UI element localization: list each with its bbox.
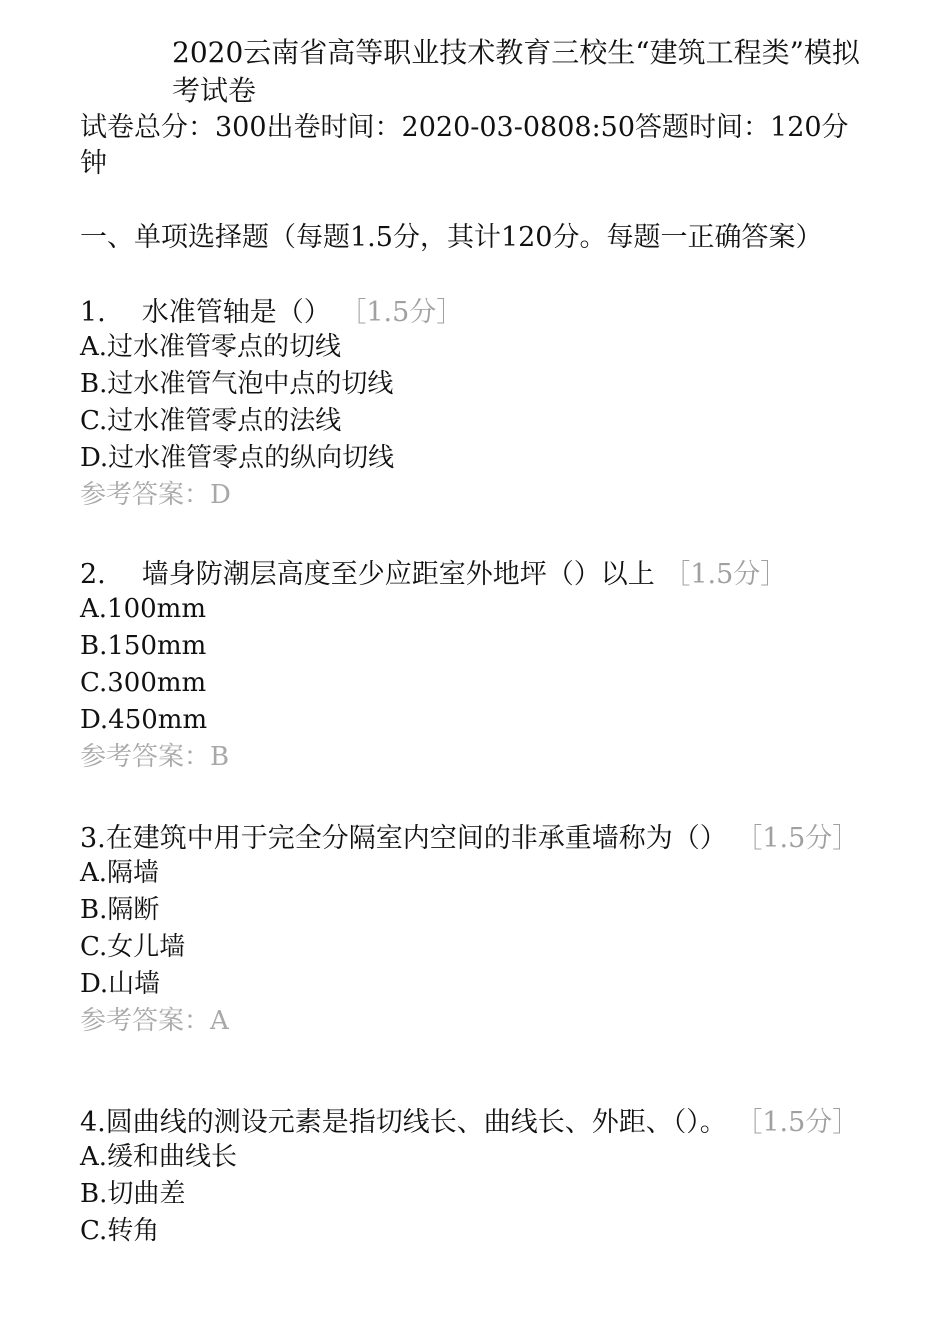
answer-label: 参考答案： (80, 742, 211, 772)
question-stem (80, 558, 870, 591)
option-c: C.女儿墙 (80, 932, 186, 962)
exam-title: 2020云南省高等职业技术教育三校生“建筑工程类”模拟考试卷 (172, 36, 860, 107)
section-heading: 一、单项选择题（每题1.5分，其计120分。每题一正确答案） (80, 222, 823, 253)
question-number: 3. (80, 823, 106, 854)
option-d: D.山墙 (80, 969, 161, 999)
option-b: B.切曲差 (80, 1179, 186, 1209)
option-b: B.过水准管气泡中点的切线 (80, 369, 394, 399)
option-a: A.隔墙 (80, 858, 160, 888)
question-number: 1. (80, 297, 106, 328)
question-number: 4. (80, 1107, 106, 1138)
question-stem (80, 822, 870, 855)
reference-answer (80, 1003, 870, 1039)
question-2 (80, 558, 870, 775)
question-points: ［1.5分］ (735, 1107, 860, 1138)
option-b: B.150mm (80, 631, 207, 661)
option-a: A.过水准管零点的切线 (80, 332, 342, 362)
question-number: 2. (80, 559, 106, 590)
question-points: ［1.5分］ (663, 559, 788, 590)
question-text: 圆曲线的测设元素是指切线长、曲线长、外距、（）。 (105, 1107, 727, 1138)
answer-label: 参考答案： (80, 1006, 211, 1036)
answer-value: A (210, 1006, 229, 1036)
question-text: 在建筑中用于完全分隔室内空间的非承重墙称为（） (105, 823, 727, 854)
answer-label: 参考答案： (80, 480, 211, 510)
option-d: D.450mm (80, 705, 208, 735)
question-points: ［1.5分］ (339, 297, 464, 328)
answer-value: B (210, 742, 230, 772)
question-1 (80, 296, 870, 513)
option-a: A.100mm (80, 594, 206, 624)
option-b: B.隔断 (80, 895, 160, 925)
question-stem (80, 1106, 870, 1139)
reference-answer (80, 477, 870, 513)
reference-answer (80, 739, 870, 775)
question-text: 墙身防潮层高度至少应距室外地坪（）以上 (141, 559, 655, 590)
answer-value: D (210, 480, 231, 510)
question-4 (80, 1106, 870, 1250)
question-text: 水准管轴是（） (141, 297, 331, 328)
option-a: A.缓和曲线长 (80, 1142, 238, 1172)
option-c: C.过水准管零点的法线 (80, 406, 342, 436)
question-3 (80, 822, 870, 1039)
question-points: ［1.5分］ (735, 823, 860, 854)
option-d: D.过水准管零点的纵向切线 (80, 443, 395, 473)
question-stem (80, 296, 870, 329)
option-c: C.300mm (80, 668, 207, 698)
option-c: C.转角 (80, 1216, 160, 1246)
exam-meta: 试卷总分：300出卷时间：2020-03-0808:50答题时间：120分钟 (80, 112, 849, 179)
